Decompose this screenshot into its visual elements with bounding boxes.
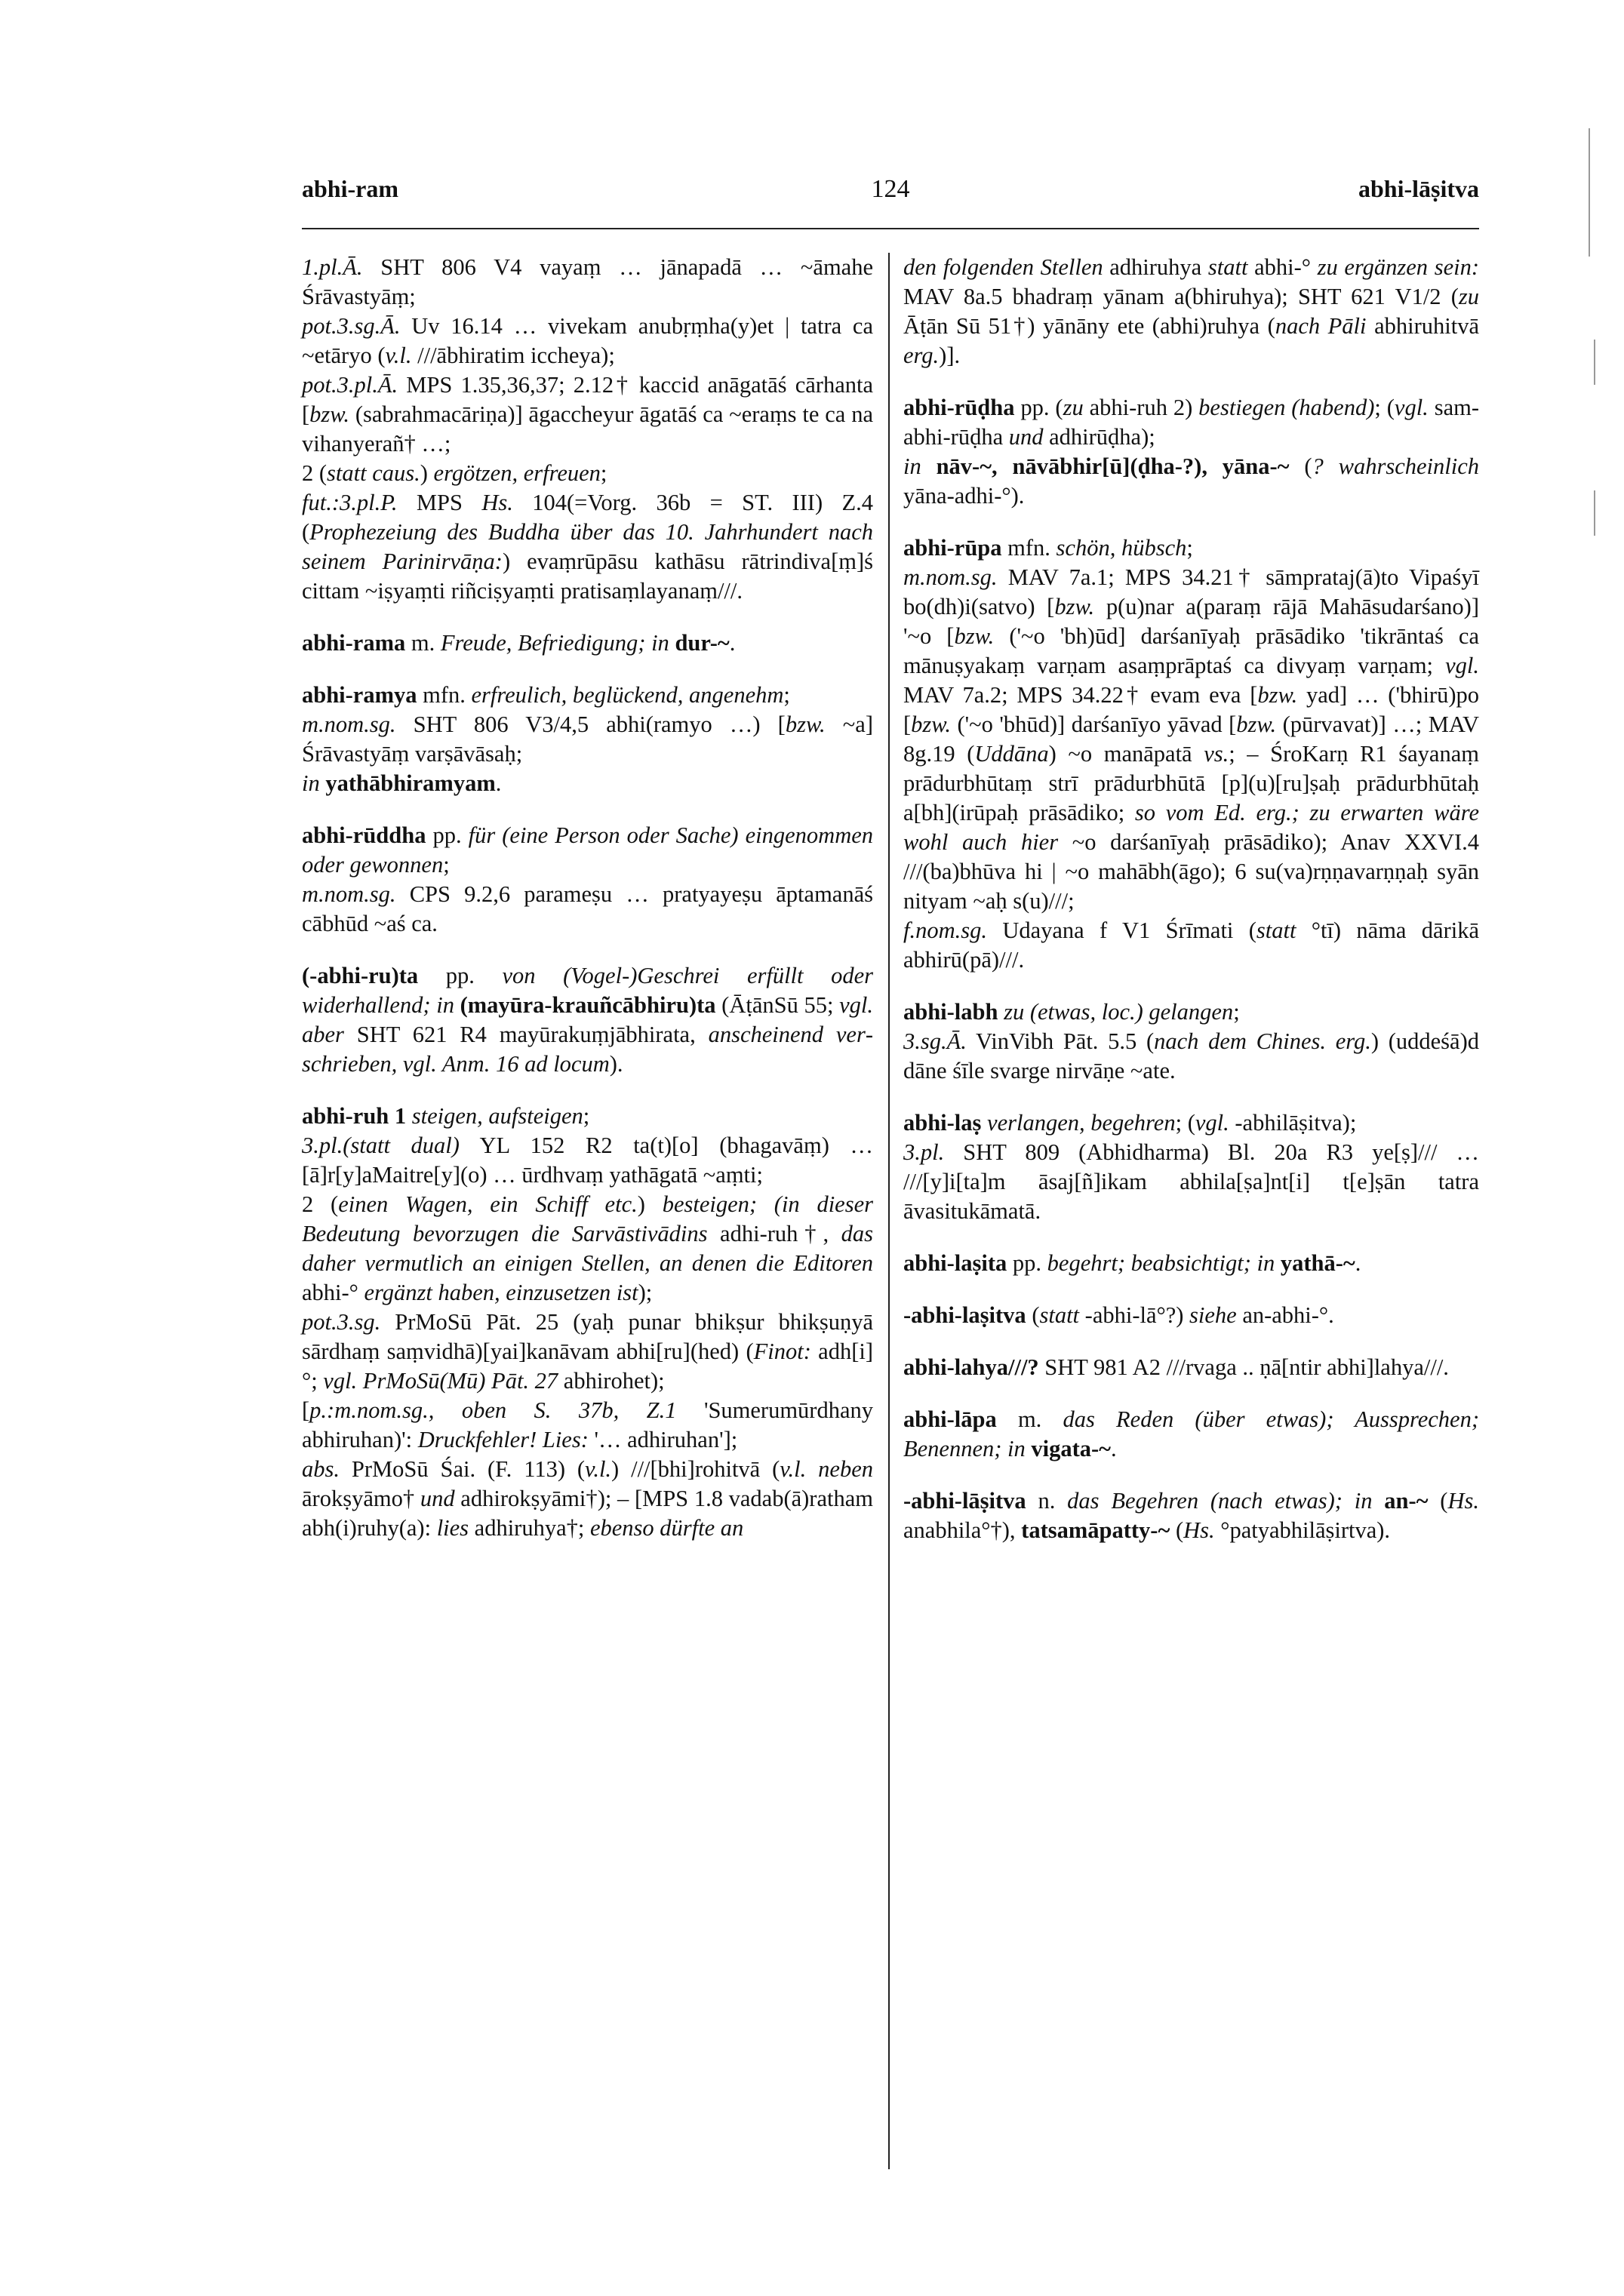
entry-paragraph: (-abhi-ru)ta pp. von (Vogel-)Geschrei erfüllt oder widerhallend; in (mayūra-krauñcābhiru)ta (ĀṭānSū 55; vgl. aber SHT 621 R4 mayūrakuṃjābhirata, anscheinend verschrieben, vgl. Anm. 16 ad locum). [302, 963, 874, 1077]
entry-paragraph: abhi-lāpa m. das Reden (über etwas); Aussprechen; Benennen; in vigata-~. [903, 1406, 1479, 1462]
running-header [302, 175, 1479, 220]
entry-paragraph: abhi-labh zu (etwas, loc.) gelangen; [903, 999, 1240, 1025]
entry-subparagraph: in nāv-~, nāvābhir[ū](ḍha-?), yāna-~ (? wahrscheinlich yāna-adhi-°). [903, 453, 1480, 509]
entry-subparagraph: 3.pl. SHT 809 (Abhidharma) Bl. 20a R3 ye[ṣ]/// … ///[y]i[ta]m āsaj[ñ]ikam abhila[ṣa]nt[i] t[e]ṣān tatra āvasitukāmatā. [903, 1139, 1479, 1224]
edge-mark [1589, 128, 1590, 257]
entry-subparagraph: pot.3.sg.Ā. Uv 16.14 … vivekam anubṛṃha(y)et | tatra ca ~etāryo (v.l. ///ābhiratim iccheya); [302, 313, 873, 368]
column-divider [888, 253, 890, 2169]
entry-subparagraph: 3.pl.(statt dual) YL 152 R2 ta(t)[o] (bhagavāṃ) … [ā]r[y]aMaitre[y](o) … ūrdhvaṃ yathāgatā ~aṃti; [302, 1133, 873, 1188]
entry-paragraph: abhi-laṣ verlangen, begehren; (vgl. -abhilāṣitva); [903, 1110, 1357, 1136]
entry-subparagraph: pot.3.sg. PrMoSū Pāt. 25 (yaḥ punar bhikṣur bhikṣuṇyā sārdhaṃ saṃvidhā)[yai]kanāvam abhi[ru](hed) (Finot: adh[i]°; vgl. PrMoSū(Mū) Pāt. 27 abhirohet); [302, 1309, 874, 1394]
entry-paragraph: abhi-lahya///? SHT 981 A2 ///rvaga .. ṇā[ntir abhi]lahya///. [903, 1354, 1449, 1380]
entry-subparagraph: m.nom.sg. SHT 806 V3/4,5 abhi(ramyo …) [bzw. ~a] Śrāvastyāṃ varṣāvāsaḥ; [302, 712, 873, 767]
header-left-catchword: abhi-ram [302, 175, 398, 202]
entry-subparagraph: m.nom.sg. MAV 7a.1; MPS 34.21† sāmprataj(ā)to Vipaśyī bo(dh)i(satvo) [bzw. p(u)nar a(paraṃ rājā Mahāsudarśano)] '~o [bzw. ('~o 'bh)ūd] darśanīyaḥ prāsādiko 'tikrāntaś ca mānuṣyakaṃ varṇam asaṃprāptaś ca divyaṃ varṇam; vgl. MAV 7a.2; MPS 34.22† evam eva [bzw. yad] … ('bhirū)po [bzw. ('~o 'bhūd)] darśanīyo yāvad [bzw. (pūrvavat)] …; MAV 8g.19 (Uddāna) ~o manāpatā vs.; – ŚroKarṇ R1 śayanaṃ prādurbhūtaṃ strī prādurbhūtā [p](u)[ru]ṣaḥ prādurbhūtaḥ a[bh](irūpaḥ prāsādiko; so vom Ed. erg.; zu erwarten wäre wohl auch hier ~o darśanīyaḥ prāsādiko); Anav XXVI.4 ///(ba)bhūva hi | ~o mahābh(āgo); 6 su(va)rṇṇavarṇṇaḥ syān nityam ~aḥ s(u)///; [903, 564, 1480, 914]
page-number: 124 [871, 175, 910, 203]
entry-subparagraph: 3.sg.Ā. VinVibh Pāt. 5.5 (nach dem Chines. erg.) (uddeśā)d dāne śīle svarge nirvāṇe ~ate. [903, 1028, 1479, 1083]
entry-subparagraph: [p.:m.nom.sg., oben S. 37b, Z.1 'Sumerumūrdhany abhiruhan)': Druckfehler! Lies: '… adhiruhan']; [302, 1397, 873, 1452]
right-column [903, 253, 1479, 1545]
entry-paragraph: abhi-rūpa mfn. schön, hübsch; [903, 535, 1193, 561]
entry-paragraph: -abhi-lāṣitva n. das Begehren (nach etwas); in an-~ (Hs. anabhila°†), tatsamāpatty-~ (Hs. °patyabhilāṣirtva). [903, 1488, 1479, 1543]
entry-subparagraph: pot.3.pl.Ā. MPS 1.35,36,37; 2.12† kaccid anāgatāś cārhanta [bzw. (sabrahmacāriṇa)] āgaccheyur āgatāś ca ~eraṃs te ca na vihanyerañ† …; [302, 372, 873, 456]
entry-subparagraph: fut.:3.pl.P. MPS Hs. 104(=Vorg. 36b = ST. III) Z.4 (Prophezeiung des Buddha über das 10. Jahrhundert nach seinem Parinirvāṇa:) evaṃrūpāsu kathāsu rātrindiva[ṃ]ś cittam ~iṣyaṃti riñciṣyaṃti pratisaṃlayanaṃ///. [302, 490, 873, 604]
entry-paragraph: abhi-ramya mfn. erfreulich, beglückend, angenehm; [302, 682, 790, 708]
header-right-catchword: abhi-lāṣitva [1358, 175, 1479, 202]
entry-paragraph: abhi-ruh 1 steigen, aufsteigen; [302, 1103, 590, 1129]
header-rule [302, 228, 1479, 229]
entry-paragraph: abhi-laṣita pp. begehrt; beabsichtigt; in yathā-~. [903, 1250, 1361, 1276]
entry-subparagraph: abs. PrMoSū Śai. (F. 113) (v.l.) ///[bhi]rohitvā (v.l. neben ārokṣyāmo† und adhirokṣyāmi†); – [MPS 1.8 vadab(ā)ratham abh(i)ruhy(a): lies adhiruhya†; ebenso dürfte an [302, 1456, 873, 1541]
entry-subparagraph: m.nom.sg. CPS 9.2,6 parameṣu … pratyayeṣu āptamanāś cābhūd ~aś ca. [302, 881, 873, 936]
edge-mark [1594, 340, 1595, 385]
entry-subparagraph: in yathābhiramyam. [302, 770, 502, 796]
entry-paragraph: abhi-rūddha pp. für (eine Person oder Sache) eingenommen oder gewonnen; [302, 822, 874, 878]
entry-subparagraph: 2 (einen Wagen, ein Schiff etc.) besteigen; (in dieser Bedeutung bevorzugen die Sarvāstivādins adhi-ruh†, das daher vermutlich an einigen Stellen, an denen die Editoren abhi-° ergänzt haben, einzusetzen ist); [302, 1191, 873, 1305]
left-column [302, 253, 873, 1543]
entry-paragraph: den folgenden Stellen adhiruhya statt abhi-° zu ergänzen sein: MAV 8a.5 bhadraṃ yānam a(bhiruhya); SHT 621 V1/2 (zu Āṭān Sū 51†) yānāny ete (abhi)ruhya (nach Pāli abhiruhitvā erg.)]. [903, 254, 1479, 368]
edge-mark [1594, 490, 1595, 536]
entry-paragraph: -abhi-laṣitva (statt -abhi-lā°?) siehe an-abhi-°. [903, 1302, 1334, 1328]
entry-paragraph: 1.pl.Ā. SHT 806 V4 vayaṃ … jānapadā … ~āmahe Śrāvastyāṃ; [302, 254, 873, 309]
entry-subparagraph: f.nom.sg. Udayana f V1 Śrīmati (statt °tī) nāma dārikā abhirū(pā)///. [903, 917, 1479, 973]
entry-paragraph: abhi-rūḍha pp. (zu abhi-ruh 2) bestiegen (habend); (vgl. sam-abhi-rūḍha und adhirūḍha); [903, 395, 1479, 450]
entry-subparagraph: 2 (statt caus.) ergötzen, erfreuen; [302, 460, 607, 486]
entry-paragraph: abhi-rama m. Freude, Befriedigung; in dur-~. [302, 630, 736, 656]
